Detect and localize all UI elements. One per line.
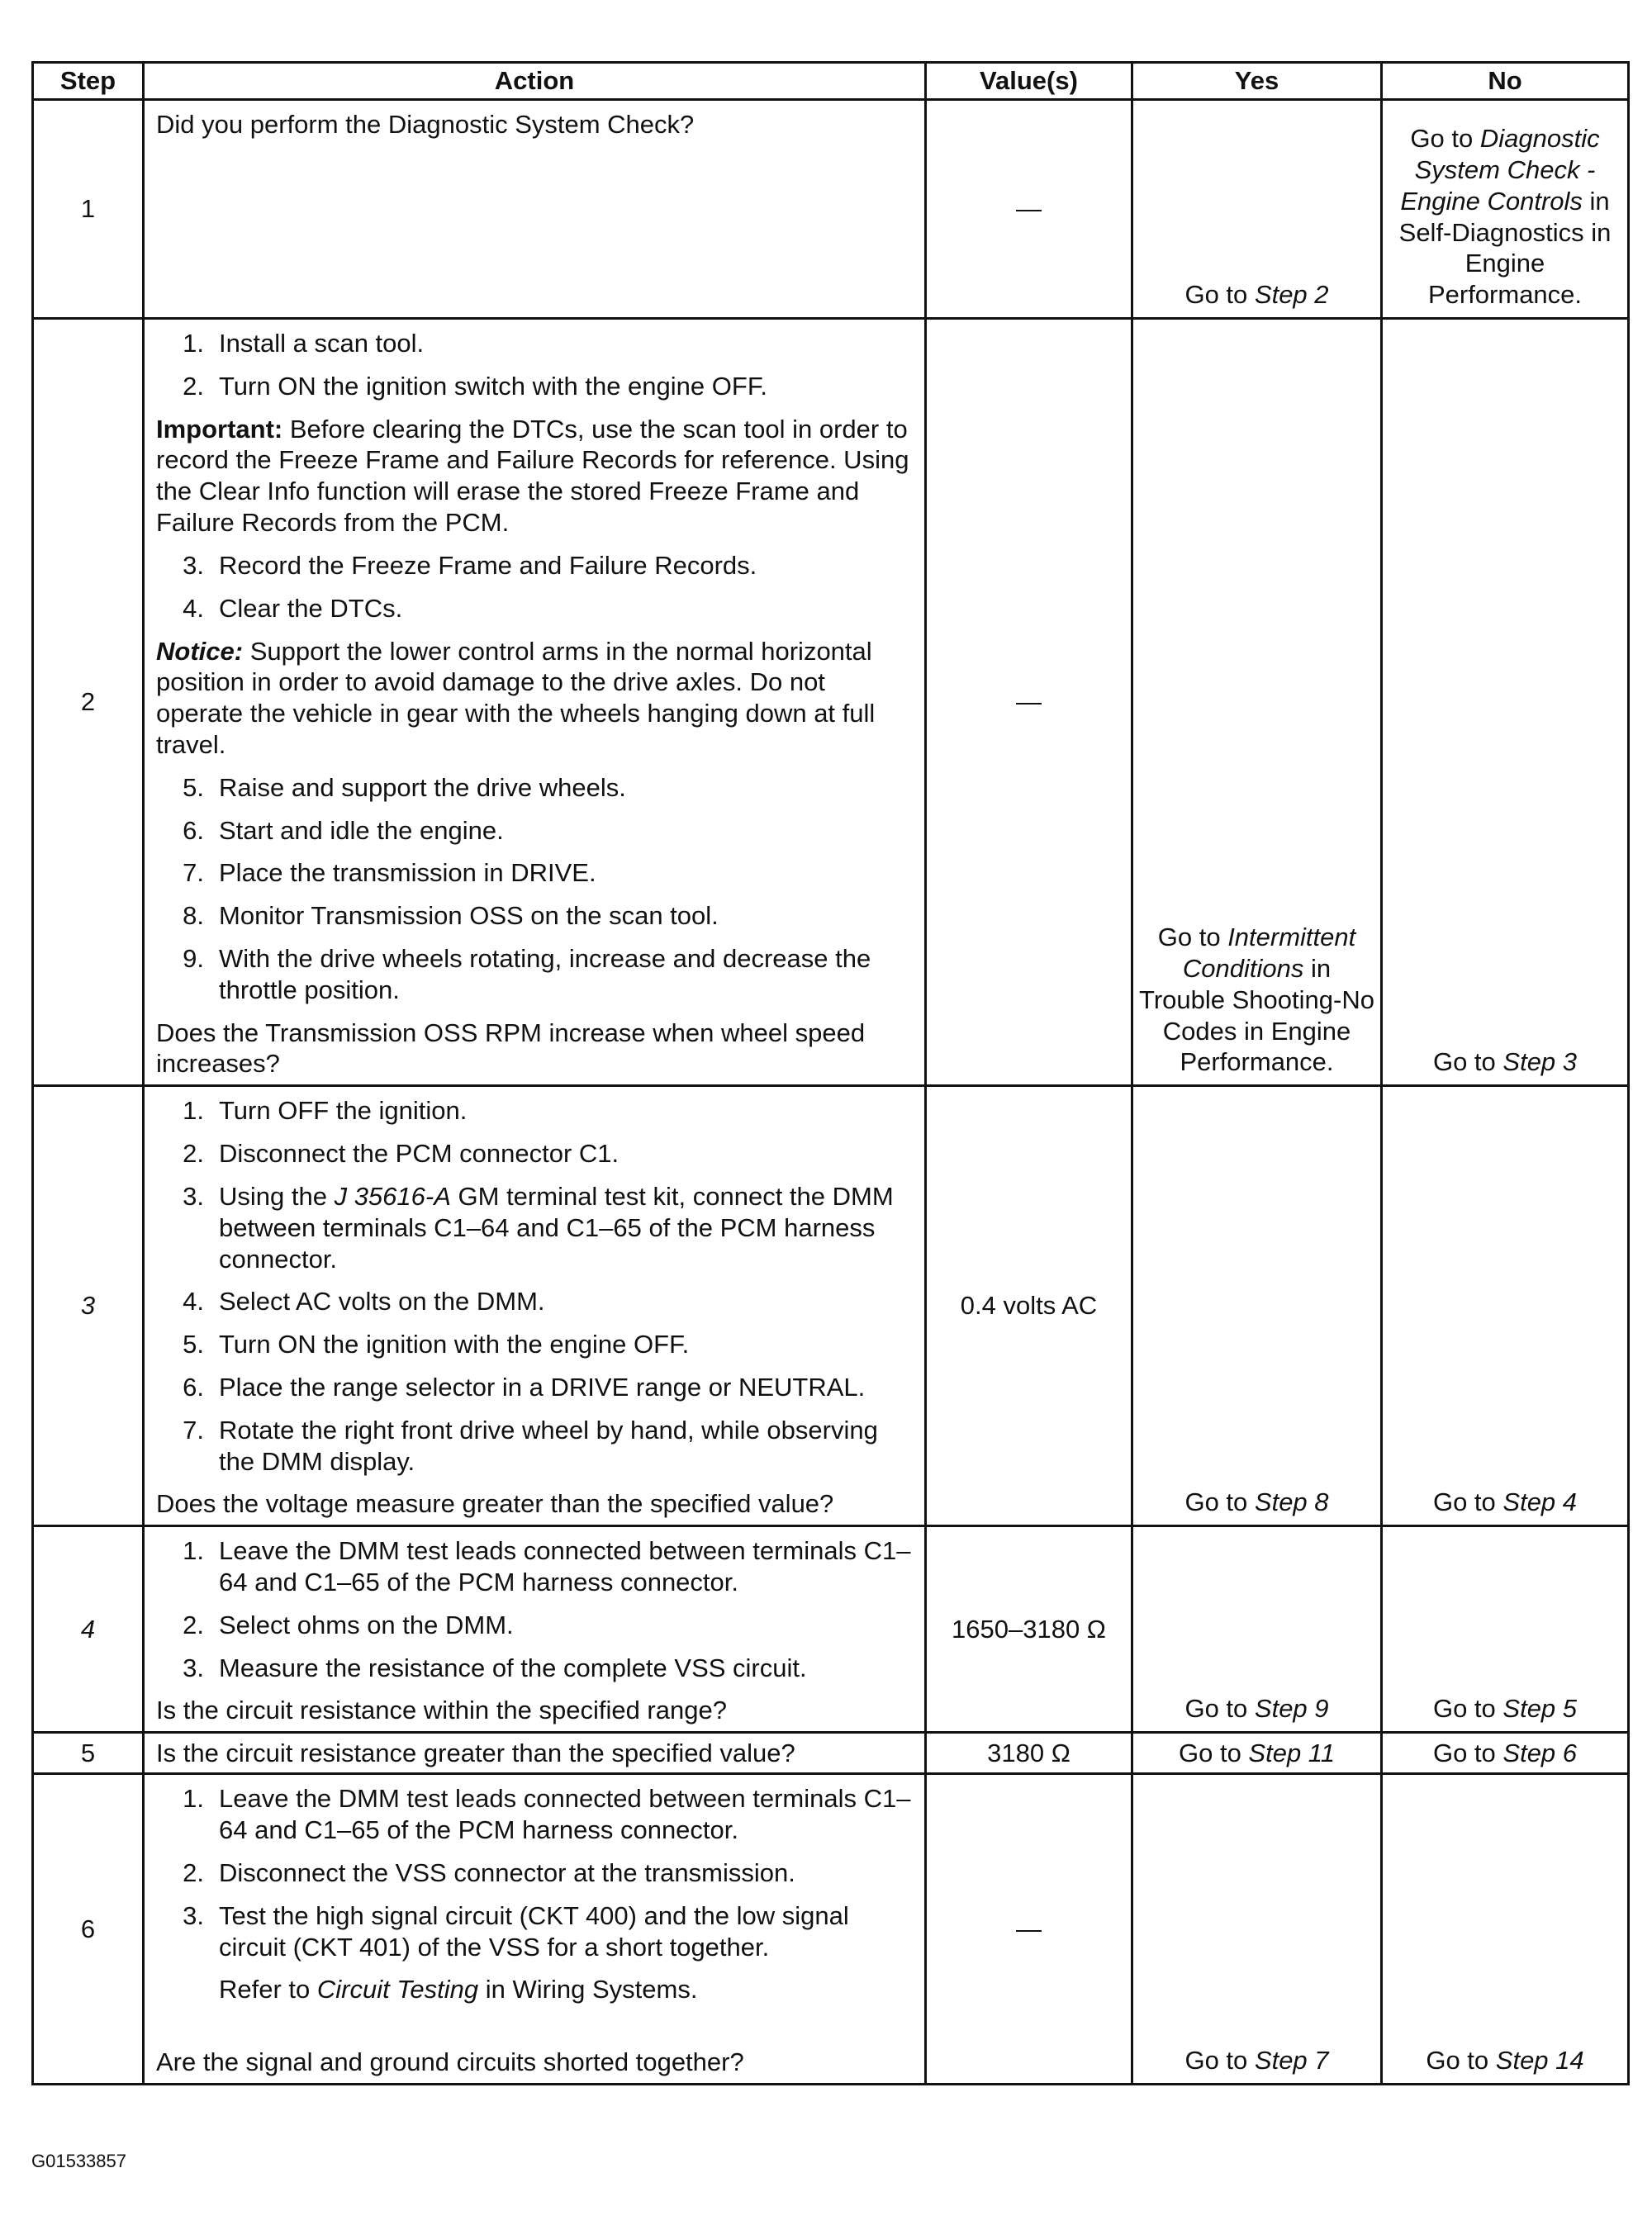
action-cell bbox=[144, 319, 926, 1086]
action-item: 1. Turn OFF the ignition. bbox=[183, 1096, 468, 1126]
action-item: 2. Disconnect the PCM connector C1. bbox=[183, 1139, 620, 1169]
step-number: 4 bbox=[33, 1526, 144, 1733]
table-row bbox=[33, 100, 1629, 319]
yes-cell: Go to Step 7 bbox=[1132, 1774, 1382, 2085]
action-item: 8. Monitor Transmission OSS on the scan tool. bbox=[183, 901, 719, 931]
no-cell: Go to Step 6 bbox=[1382, 1733, 1629, 1774]
action-cell bbox=[144, 1774, 926, 2085]
action-item: 2. Disconnect the VSS connector at the transmission. bbox=[183, 1857, 795, 1887]
no-cell: Go to Step 3 bbox=[1382, 319, 1629, 1086]
value-cell: 3180 Ω bbox=[926, 1733, 1132, 1774]
step-number: 1 bbox=[33, 100, 144, 319]
action-question: Are the signal and ground circuits shorted together? bbox=[156, 2047, 744, 2077]
step-number: 3 bbox=[33, 1086, 144, 1526]
yes-cell: Go to Intermittent Conditions in Trouble Shooting-No Codes in Engine Performance. bbox=[1132, 319, 1382, 1086]
action-item: 4. Clear the DTCs. bbox=[183, 593, 403, 623]
action-item: 3. Measure the resistance of the complete VSS circuit. bbox=[183, 1653, 807, 1682]
action-item: 6. Place the range selector in a DRIVE range or NEUTRAL. bbox=[183, 1372, 866, 1402]
action-item: 5. Turn ON the ignition with the engine OFF. bbox=[183, 1330, 690, 1359]
refer-note: Refer to Circuit Testing in Wiring Systems. bbox=[219, 1975, 698, 2004]
yes-cell: Go to Step 2 bbox=[1132, 100, 1382, 319]
action-item: 9. With the drive wheels rotating, increase and decrease the throttle position. bbox=[183, 944, 871, 1004]
action-item: 6. Start and idle the engine. bbox=[183, 815, 504, 845]
action-question: Does the voltage measure greater than the specified value? bbox=[156, 1489, 834, 1519]
yes-cell: Go to Step 9 bbox=[1132, 1526, 1382, 1733]
action-question: Is the circuit resistance within the specified range? bbox=[156, 1696, 727, 1725]
table-row bbox=[33, 1526, 1629, 1733]
action-item: 1. Leave the DMM test leads connected between terminals C1–64 and C1–65 of the PCM harness connector. bbox=[183, 1784, 911, 1845]
no-cell: Go to Step 5 bbox=[1382, 1526, 1629, 1733]
action-question: Does the Transmission OSS RPM increase when wheel speed increases? bbox=[156, 1018, 866, 1079]
action-question: Did you perform the Diagnostic System Check? bbox=[156, 110, 695, 139]
action-item: 3. Test the high signal circuit (CKT 400) and the low signal circuit (CKT 401) of the VSS for a short together. bbox=[183, 1900, 849, 1962]
action-item: 7. Place the transmission in DRIVE. bbox=[183, 858, 596, 888]
header-action: Action bbox=[144, 63, 926, 100]
value-cell: — bbox=[926, 319, 1132, 1086]
table-row bbox=[33, 1774, 1629, 2085]
action-question: Is the circuit resistance greater than the specified value? bbox=[156, 1738, 795, 1767]
step-number: 2 bbox=[33, 319, 144, 1086]
no-cell: Go to Step 14 bbox=[1382, 1774, 1629, 2085]
action-item: 7. Rotate the right front drive wheel by hand, while observing the DMM display. bbox=[183, 1415, 878, 1476]
value-cell: 1650–3180 Ω bbox=[926, 1526, 1132, 1733]
header-yes: Yes bbox=[1132, 63, 1382, 100]
action-cell bbox=[144, 1733, 926, 1774]
header-step: Step bbox=[33, 63, 144, 100]
important-note: Important: Before clearing the DTCs, use the scan tool in order to record the Freeze Frame and Failure Records for reference. Using the Clear Info function will erase the stored Freeze Frame and Failure Records from the PCM. bbox=[156, 414, 909, 538]
action-item: 5. Raise and support the drive wheels. bbox=[183, 772, 626, 802]
action-cell bbox=[144, 100, 926, 319]
notice-note: Notice: Support the lower control arms in the normal horizontal position in order to avoid damage to the drive axles. Do not operate the vehicle in gear with the wheels hanging down at full travel. bbox=[156, 636, 876, 759]
header-value: Value(s) bbox=[926, 63, 1132, 100]
action-item: 2. Select ohms on the DMM. bbox=[183, 1610, 514, 1639]
table-row bbox=[33, 1733, 1629, 1774]
action-item: 3. Record the Freeze Frame and Failure Records. bbox=[183, 550, 757, 580]
action-item: 2. Turn ON the ignition switch with the engine OFF. bbox=[183, 371, 767, 401]
header-row bbox=[33, 63, 1629, 100]
header-no: No bbox=[1382, 63, 1629, 100]
figure-id: G01533857 bbox=[31, 2151, 126, 2171]
diagnostic-table bbox=[31, 61, 1630, 2085]
action-item: 1. Install a scan tool. bbox=[183, 329, 425, 358]
action-cell bbox=[144, 1526, 926, 1733]
value-cell: — bbox=[926, 1774, 1132, 2085]
table-row bbox=[33, 1086, 1629, 1526]
action-item: 3. Using the J 35616-A GM terminal test kit, connect the DMM between terminals C1–64 and C1–65 of the PCM harness connector. bbox=[183, 1181, 894, 1274]
no-cell: Go to Diagnostic System Check - Engine Controls in Self-Diagnostics in Engine Performance. bbox=[1382, 100, 1629, 319]
yes-cell: Go to Step 8 bbox=[1132, 1086, 1382, 1526]
value-cell: — bbox=[926, 100, 1132, 319]
value-cell: 0.4 volts AC bbox=[926, 1086, 1132, 1526]
yes-cell: Go to Step 11 bbox=[1132, 1733, 1382, 1774]
action-cell bbox=[144, 1086, 926, 1526]
step-number: 6 bbox=[33, 1774, 144, 2085]
step-number: 5 bbox=[33, 1733, 144, 1774]
action-item: 4. Select AC volts on the DMM. bbox=[183, 1287, 545, 1316]
no-cell: Go to Step 4 bbox=[1382, 1086, 1629, 1526]
action-item: 1. Leave the DMM test leads connected between terminals C1–64 and C1–65 of the PCM harness connector. bbox=[183, 1536, 911, 1596]
table-row bbox=[33, 319, 1629, 1086]
